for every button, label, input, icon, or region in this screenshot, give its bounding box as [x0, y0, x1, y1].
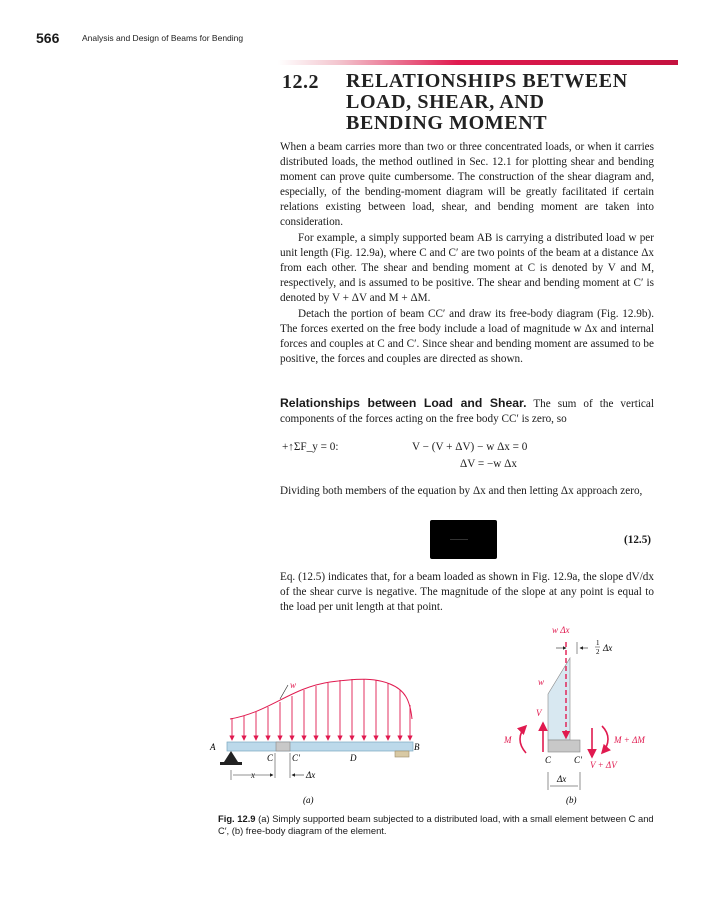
paragraph-example: For example, a simply supported beam AB is carrying a distributed load w per unit length (Fig. 12.9a), where C and C′ are two points of the beam at a distance Δx from each other. The shear and bending moment at C is denoted by V and M, respectively, and is assumed to be positive. The shear and bending moment at C′ is denoted by V + ΔV and M + ΔM. [280, 232, 654, 305]
label-c-a: C [267, 753, 274, 763]
label-half-dx: Δx [603, 643, 613, 653]
label-wdx: w Δx [552, 625, 570, 635]
paragraph-dividing: Dividing both members of the equation by Δx and then letting Δx approach zero, [280, 485, 643, 497]
paragraph-slope: Eq. (12.5) indicates that, for a beam loaded as shown in Fig. 12.9a, the slope dV/dx of the shear curve is negative. The magnitude of the slope at any point is equal to the load per unit length at that point. [280, 571, 654, 614]
figure-12-9 [200, 620, 670, 810]
caption-text: (a) Simply supported beam subjected to a distributed load, with a small element between C and C′, (b) free-body diagram of the element. [218, 813, 654, 836]
paragraph-intro: When a beam carries more than two or three concentrated loads, or when it carries distributed loads, the method outlined in Sec. 12.1 for plotting shear and bending moment can prove quite cumbersome. The construction of the shear diagram and, especially, of the bending-moment diagram will be greatly facilitated if certain relations existing between load, shear, and bending moment are taken into consideration. [280, 141, 654, 229]
equation-result: ΔV = −w Δx [460, 458, 517, 470]
label-d: D [350, 753, 357, 763]
section-title-line: BENDING MOMENT [346, 112, 548, 134]
equation-12-5-box [430, 520, 497, 559]
load-arrows [232, 679, 410, 740]
section-title-line: RELATIONSHIPS BETWEEN [346, 70, 628, 92]
ground-a [220, 762, 242, 765]
label-m: M [504, 735, 512, 745]
load-curve [230, 679, 412, 719]
label-w-b: w [538, 677, 545, 687]
label-cprime-b: C′ [574, 755, 582, 765]
section-number: 12.2 [282, 71, 319, 93]
section-rule [278, 60, 678, 65]
running-title: Analysis and Design of Beams for Bending [82, 33, 244, 43]
subfigure-label-b: (b) [566, 795, 577, 805]
label-half-num: 1 [596, 639, 600, 647]
beam-ab [227, 742, 413, 751]
label-mdm: M + ΔM [614, 735, 645, 745]
subfigure-label-a: (a) [303, 795, 314, 805]
label-c-b: C [545, 755, 552, 765]
element-body [548, 740, 580, 752]
label-v: V [536, 708, 542, 718]
moment-mdm-arc [602, 726, 608, 753]
figure-a [209, 679, 420, 805]
label-b: B [414, 742, 420, 752]
equation-number: (12.5) [624, 534, 652, 546]
label-a: A [210, 742, 216, 752]
figure-caption [218, 813, 658, 837]
section-title-line: LOAD, SHEAR, AND [346, 91, 545, 113]
figure-b [503, 625, 645, 805]
element-cc [276, 742, 290, 751]
pin-support-a [224, 751, 238, 762]
label-vdv: V + ΔV [590, 760, 617, 770]
subsection-paragraph [280, 396, 654, 427]
section-title [346, 71, 666, 134]
subheading-load-shear: Relationships between Load and Shear. [280, 396, 527, 410]
label-dx-a: Δx [306, 770, 316, 780]
equation-sum: V − (V + ΔV) − w Δx = 0 [412, 441, 528, 453]
paragraph-free-body: Detach the portion of beam CC′ and draw its free-body diagram (Fig. 12.9b). The forces exerted on the free body include a load of magnitude w Δx and internal forces and couples at C and C′. Since shear and bending moment are assumed to be positive, the forces and couples are directed as shown. [280, 308, 654, 366]
label-cprime-a: C′ [292, 753, 300, 763]
subsection-text: The sum of the vertical components of the forces acting on the free body CC′ is zero, so [280, 398, 654, 426]
page-number: 566 [36, 30, 60, 46]
label-dx-b: Δx [557, 774, 567, 784]
label-half-den: 2 [596, 648, 600, 656]
label-w-a: w [290, 680, 297, 690]
label-x: x [251, 770, 255, 780]
roller-support-b [395, 751, 409, 757]
caption-label: Fig. 12.9 [218, 813, 256, 824]
moment-m-arc [520, 726, 526, 753]
equation-sum-label: +↑ΣF_y = 0: [282, 441, 339, 453]
